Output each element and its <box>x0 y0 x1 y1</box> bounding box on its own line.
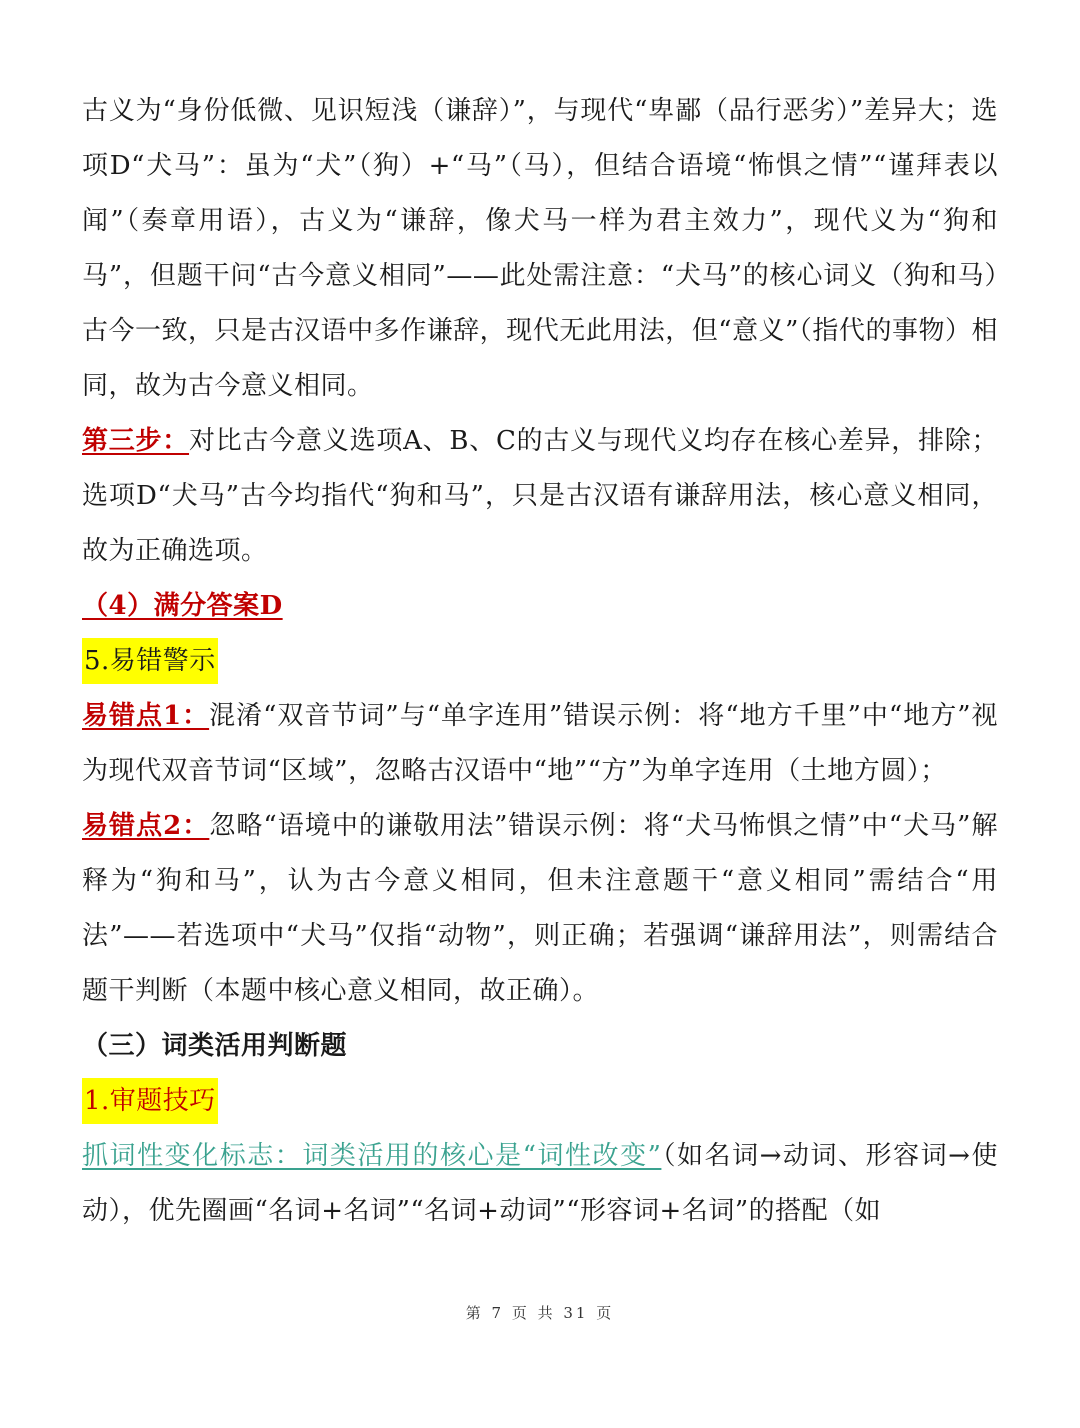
answer-heading-text: （4）满分答案D <box>82 591 283 621</box>
section3-heading: （三）词类活用判断题 <box>82 1031 348 1061</box>
paragraph-error-2 <box>82 799 998 1019</box>
paragraph-error-1 <box>82 689 998 799</box>
skill-text: （如名词→动词、形容词→使动），优先圈画“名词+名词”“名词+动词”“形容词+名词”的搭配（如 <box>82 1141 998 1226</box>
err1-text: 混淆“双音节词”与“单字连用”错误示例：将“地方千里”中“地方”视为现代双音节词“区域”，忽略古汉语中“地”“方”为单字连用（土地方圆）； <box>82 701 999 786</box>
step3-label: 第三步： <box>82 426 190 456</box>
answer-heading <box>82 579 998 634</box>
warning-heading <box>82 634 998 689</box>
warning-heading-text: 5.易错警示 <box>82 638 218 684</box>
document-body <box>82 84 998 1239</box>
paragraph-step3 <box>82 414 998 579</box>
err2-label: 易错点2： <box>82 811 210 841</box>
skill-heading-text: 1.审题技巧 <box>82 1078 218 1124</box>
paragraph-ancient-meaning: 古义为“身份低微、见识短浅（谦辞）”，与现代“卑鄙（品行恶劣）”差异大；选项D“犬马”：虽为“犬”（狗）+“马”（马），但结合语境“怖惧之情”“谨拜表以闻”（奏章用语），古义为“谦辞，像犬马一样为君主效力”，现代义为“狗和马”，但题干问“古今意义相同”——此处需注意：“犬马”的核心词义（狗和马）古今一致，只是古汉语中多作谦辞，现代无此用法，但“意义”（指代的事物）相同，故为古今意义相同。 <box>82 96 998 401</box>
step3-text: 对比古今意义选项A、B、C的古义与现代义均存在核心差异，排除；选项D“犬马”古今均指代“狗和马”，只是古汉语有谦辞用法，核心意义相同，故为正确选项。 <box>82 426 998 566</box>
err1-label: 易错点1： <box>82 701 210 731</box>
skill-label: 抓词性变化标志：词类活用的核心是“词性改变” <box>82 1141 662 1171</box>
page-footer: 第 7 页 共 31 页 <box>465 1304 615 1322</box>
paragraph-skill <box>82 1129 998 1239</box>
err2-text: 忽略“语境中的谦敬用法”错误示例：将“犬马怖惧之情”中“犬马”解释为“狗和马”，认为古今意义相同，但未注意题干“意义相同”需结合“用法”——若选项中“犬马”仅指“动物”，则正确；若强调“谦辞用法”，则需结合题干判断（本题中核心意义相同，故正确）。 <box>82 811 998 1006</box>
skill-heading <box>82 1074 998 1129</box>
